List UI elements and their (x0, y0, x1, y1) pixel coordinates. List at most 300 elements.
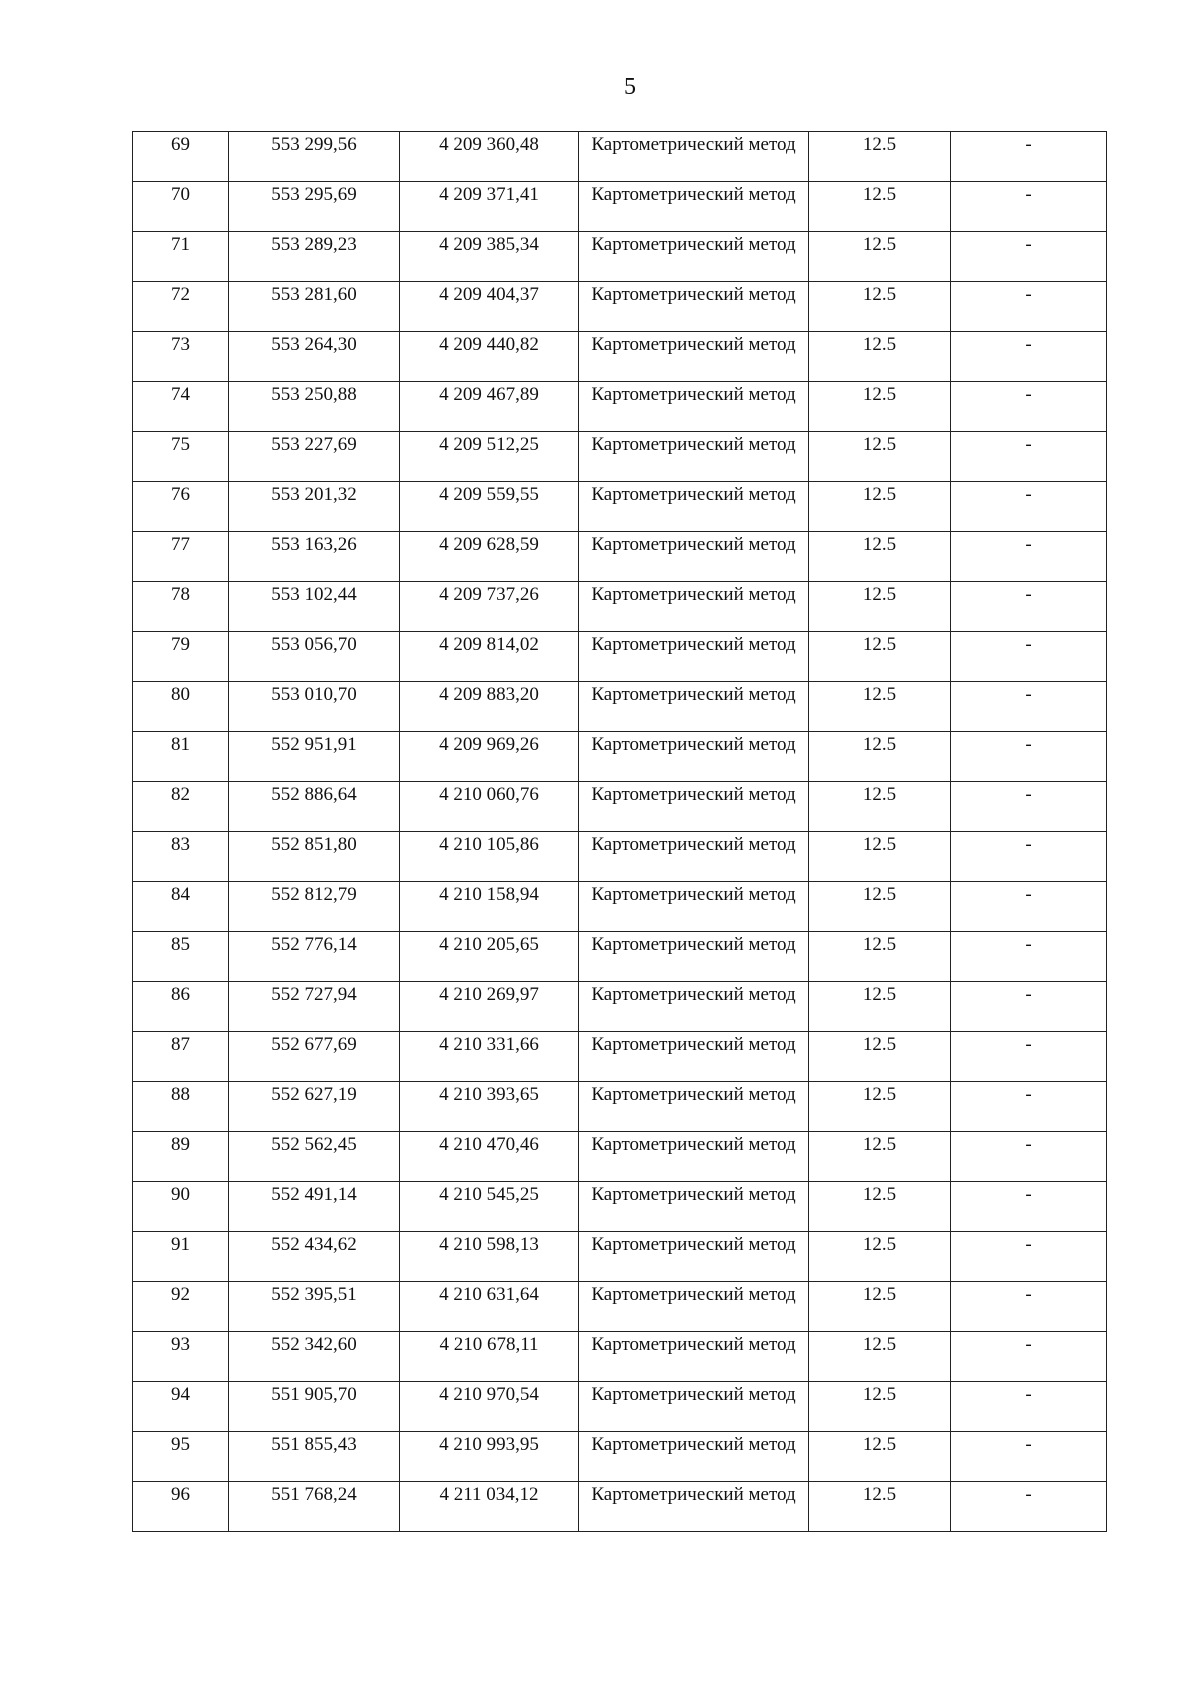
table-row (133, 432, 1107, 482)
y-coordinate-cell-text: 4 210 631,64 (439, 1284, 539, 1305)
note-cell-text: - (1025, 1434, 1032, 1455)
point-number-cell-text: 94 (171, 1384, 190, 1405)
note-cell-text: - (1025, 334, 1032, 355)
point-number-cell-text: 79 (171, 634, 190, 655)
accuracy-cell-text: 12.5 (862, 784, 897, 805)
note-cell-text: - (1025, 1284, 1032, 1305)
point-number-cell (133, 882, 229, 932)
x-coordinate-cell-text: 553 299,56 (271, 134, 357, 155)
method-cell-text: Картометрический метод (591, 534, 796, 555)
note-cell-text: - (1025, 484, 1032, 505)
y-coordinate-cell-text: 4 210 393,65 (439, 1084, 539, 1105)
y-coordinate-cell (400, 782, 579, 832)
table-row (133, 1432, 1107, 1482)
x-coordinate-cell-text: 553 163,26 (271, 534, 357, 555)
table-row (133, 682, 1107, 732)
accuracy-cell-text: 12.5 (862, 184, 897, 205)
note-cell-text: - (1025, 234, 1032, 255)
accuracy-cell (809, 1132, 951, 1182)
note-cell (951, 282, 1107, 332)
x-coordinate-cell-text: 553 264,30 (271, 334, 357, 355)
y-coordinate-cell-text: 4 209 628,59 (439, 534, 539, 555)
accuracy-cell-text: 12.5 (862, 1384, 897, 1405)
method-cell-text: Картометрический метод (591, 334, 796, 355)
method-cell-text: Картометрический метод (591, 484, 796, 505)
table-row (133, 932, 1107, 982)
point-number-cell-text: 92 (171, 1284, 190, 1305)
x-coordinate-cell-text: 551 855,43 (271, 1434, 357, 1455)
note-cell-text: - (1025, 884, 1032, 905)
table-row (133, 732, 1107, 782)
accuracy-cell-text: 12.5 (862, 1084, 897, 1105)
method-cell (579, 382, 809, 432)
note-cell (951, 932, 1107, 982)
accuracy-cell-text: 12.5 (862, 634, 897, 655)
y-coordinate-cell-text: 4 209 371,41 (439, 184, 539, 205)
x-coordinate-cell-text: 552 434,62 (271, 1234, 357, 1255)
method-cell (579, 732, 809, 782)
y-coordinate-cell (400, 632, 579, 682)
method-cell (579, 682, 809, 732)
x-coordinate-cell (229, 1482, 400, 1532)
x-coordinate-cell-text: 553 102,44 (271, 584, 357, 605)
accuracy-cell (809, 882, 951, 932)
note-cell (951, 132, 1107, 182)
note-cell-text: - (1025, 434, 1032, 455)
method-cell-text: Картометрический метод (591, 584, 796, 605)
point-number-cell (133, 182, 229, 232)
accuracy-cell (809, 1432, 951, 1482)
table-row (133, 332, 1107, 382)
table-row (133, 1282, 1107, 1332)
point-number-cell-text: 69 (171, 134, 190, 155)
point-number-cell (133, 1232, 229, 1282)
y-coordinate-cell (400, 1482, 579, 1532)
y-coordinate-cell-text: 4 210 205,65 (439, 934, 539, 955)
x-coordinate-cell-text: 553 250,88 (271, 384, 357, 405)
accuracy-cell (809, 1332, 951, 1382)
accuracy-cell-text: 12.5 (862, 1284, 897, 1305)
table-row (133, 582, 1107, 632)
accuracy-cell-text: 12.5 (862, 484, 897, 505)
table-row (133, 882, 1107, 932)
y-coordinate-cell-text: 4 210 331,66 (439, 1034, 539, 1055)
y-coordinate-cell-text: 4 210 598,13 (439, 1234, 539, 1255)
note-cell (951, 332, 1107, 382)
x-coordinate-cell (229, 682, 400, 732)
method-cell-text: Картометрический метод (591, 134, 796, 155)
note-cell-text: - (1025, 784, 1032, 805)
table-row (133, 1232, 1107, 1282)
x-coordinate-cell (229, 1382, 400, 1432)
accuracy-cell-text: 12.5 (862, 584, 897, 605)
note-cell (951, 232, 1107, 282)
y-coordinate-cell (400, 282, 579, 332)
point-number-cell-text: 70 (171, 184, 190, 205)
accuracy-cell (809, 182, 951, 232)
point-number-cell (133, 682, 229, 732)
x-coordinate-cell (229, 1132, 400, 1182)
y-coordinate-cell-text: 4 211 034,12 (439, 1484, 539, 1505)
table-row (133, 132, 1107, 182)
accuracy-cell-text: 12.5 (862, 934, 897, 955)
note-cell-text: - (1025, 934, 1032, 955)
note-cell-text: - (1025, 1234, 1032, 1255)
x-coordinate-cell (229, 132, 400, 182)
y-coordinate-cell-text: 4 209 512,25 (439, 434, 539, 455)
point-number-cell (133, 232, 229, 282)
method-cell (579, 1182, 809, 1232)
accuracy-cell-text: 12.5 (862, 1034, 897, 1055)
table-row (133, 282, 1107, 332)
y-coordinate-cell-text: 4 209 404,37 (439, 284, 539, 305)
note-cell (951, 1132, 1107, 1182)
accuracy-cell-text: 12.5 (862, 1134, 897, 1155)
accuracy-cell-text: 12.5 (862, 434, 897, 455)
method-cell (579, 932, 809, 982)
table-row (133, 182, 1107, 232)
point-number-cell-text: 81 (171, 734, 190, 755)
y-coordinate-cell (400, 582, 579, 632)
note-cell (951, 1332, 1107, 1382)
y-coordinate-cell (400, 682, 579, 732)
method-cell (579, 632, 809, 682)
x-coordinate-cell-text: 552 951,91 (271, 734, 357, 755)
point-number-cell-text: 80 (171, 684, 190, 705)
point-number-cell-text: 84 (171, 884, 190, 905)
y-coordinate-cell (400, 1082, 579, 1132)
point-number-cell (133, 1482, 229, 1532)
point-number-cell-text: 96 (171, 1484, 190, 1505)
accuracy-cell-text: 12.5 (862, 1484, 897, 1505)
accuracy-cell (809, 1082, 951, 1132)
x-coordinate-cell (229, 182, 400, 232)
y-coordinate-cell (400, 482, 579, 532)
point-number-cell-text: 86 (171, 984, 190, 1005)
note-cell-text: - (1025, 134, 1032, 155)
note-cell (951, 432, 1107, 482)
table-row (133, 1382, 1107, 1432)
note-cell-text: - (1025, 1384, 1032, 1405)
x-coordinate-cell (229, 1282, 400, 1332)
x-coordinate-cell (229, 232, 400, 282)
accuracy-cell-text: 12.5 (862, 334, 897, 355)
accuracy-cell-text: 12.5 (862, 284, 897, 305)
accuracy-cell-text: 12.5 (862, 134, 897, 155)
point-number-cell (133, 482, 229, 532)
x-coordinate-cell (229, 482, 400, 532)
accuracy-cell-text: 12.5 (862, 534, 897, 555)
y-coordinate-cell-text: 4 209 737,26 (439, 584, 539, 605)
point-number-cell (133, 282, 229, 332)
method-cell (579, 1132, 809, 1182)
note-cell (951, 1032, 1107, 1082)
method-cell (579, 332, 809, 382)
x-coordinate-cell-text: 553 227,69 (271, 434, 357, 455)
point-number-cell (133, 632, 229, 682)
point-number-cell (133, 1282, 229, 1332)
method-cell-text: Картометрический метод (591, 834, 796, 855)
table-row (133, 832, 1107, 882)
point-number-cell-text: 91 (171, 1234, 190, 1255)
note-cell-text: - (1025, 384, 1032, 405)
note-cell (951, 1232, 1107, 1282)
x-coordinate-cell (229, 632, 400, 682)
point-number-cell-text: 73 (171, 334, 190, 355)
method-cell-text: Картометрический метод (591, 1434, 796, 1455)
method-cell-text: Картометрический метод (591, 1284, 796, 1305)
accuracy-cell (809, 1482, 951, 1532)
point-number-cell-text: 78 (171, 584, 190, 605)
point-number-cell (133, 132, 229, 182)
method-cell (579, 882, 809, 932)
note-cell-text: - (1025, 534, 1032, 555)
note-cell (951, 582, 1107, 632)
accuracy-cell (809, 282, 951, 332)
method-cell (579, 1232, 809, 1282)
accuracy-cell-text: 12.5 (862, 1234, 897, 1255)
note-cell-text: - (1025, 1034, 1032, 1055)
y-coordinate-cell (400, 982, 579, 1032)
y-coordinate-cell (400, 332, 579, 382)
accuracy-cell (809, 232, 951, 282)
y-coordinate-cell (400, 732, 579, 782)
y-coordinate-cell (400, 382, 579, 432)
accuracy-cell (809, 782, 951, 832)
point-number-cell (133, 732, 229, 782)
y-coordinate-cell (400, 232, 579, 282)
x-coordinate-cell (229, 1432, 400, 1482)
method-cell (579, 782, 809, 832)
point-number-cell-text: 83 (171, 834, 190, 855)
note-cell (951, 632, 1107, 682)
point-number-cell-text: 76 (171, 484, 190, 505)
y-coordinate-cell-text: 4 210 993,95 (439, 1434, 539, 1455)
y-coordinate-cell (400, 132, 579, 182)
accuracy-cell (809, 1182, 951, 1232)
note-cell (951, 482, 1107, 532)
table-row (133, 632, 1107, 682)
x-coordinate-cell (229, 882, 400, 932)
note-cell (951, 732, 1107, 782)
accuracy-cell (809, 832, 951, 882)
method-cell (579, 532, 809, 582)
accuracy-cell-text: 12.5 (862, 384, 897, 405)
point-number-cell-text: 87 (171, 1034, 190, 1055)
accuracy-cell-text: 12.5 (862, 234, 897, 255)
note-cell (951, 882, 1107, 932)
y-coordinate-cell (400, 1332, 579, 1382)
y-coordinate-cell-text: 4 209 467,89 (439, 384, 539, 405)
method-cell (579, 182, 809, 232)
note-cell-text: - (1025, 734, 1032, 755)
method-cell (579, 982, 809, 1032)
note-cell (951, 382, 1107, 432)
accuracy-cell-text: 12.5 (862, 684, 897, 705)
x-coordinate-cell-text: 553 295,69 (271, 184, 357, 205)
table-row (133, 1132, 1107, 1182)
point-number-cell (133, 1432, 229, 1482)
x-coordinate-cell-text: 552 562,45 (271, 1134, 357, 1155)
accuracy-cell-text: 12.5 (862, 884, 897, 905)
point-number-cell (133, 582, 229, 632)
y-coordinate-cell-text: 4 210 545,25 (439, 1184, 539, 1205)
page-number: 5 (624, 74, 636, 100)
method-cell (579, 432, 809, 482)
accuracy-cell (809, 982, 951, 1032)
method-cell (579, 1482, 809, 1532)
note-cell-text: - (1025, 584, 1032, 605)
accuracy-cell (809, 1232, 951, 1282)
point-number-cell-text: 89 (171, 1134, 190, 1155)
method-cell-text: Картометрический метод (591, 234, 796, 255)
x-coordinate-cell (229, 982, 400, 1032)
table-row (133, 382, 1107, 432)
note-cell-text: - (1025, 834, 1032, 855)
point-number-cell-text: 82 (171, 784, 190, 805)
y-coordinate-cell (400, 432, 579, 482)
method-cell-text: Картометрический метод (591, 734, 796, 755)
point-number-cell (133, 1182, 229, 1232)
point-number-cell (133, 932, 229, 982)
point-number-cell (133, 1082, 229, 1132)
method-cell (579, 1382, 809, 1432)
x-coordinate-cell-text: 552 395,51 (271, 1284, 357, 1305)
y-coordinate-cell (400, 182, 579, 232)
note-cell (951, 982, 1107, 1032)
x-coordinate-cell (229, 332, 400, 382)
method-cell-text: Картометрический метод (591, 384, 796, 405)
x-coordinate-cell-text: 552 342,60 (271, 1334, 357, 1355)
note-cell (951, 1382, 1107, 1432)
coordinates-table-body (133, 132, 1107, 1532)
y-coordinate-cell-text: 4 209 814,02 (439, 634, 539, 655)
table-row (133, 1482, 1107, 1532)
point-number-cell-text: 75 (171, 434, 190, 455)
note-cell-text: - (1025, 1334, 1032, 1355)
x-coordinate-cell-text: 552 886,64 (271, 784, 357, 805)
method-cell (579, 1432, 809, 1482)
method-cell-text: Картометрический метод (591, 984, 796, 1005)
point-number-cell (133, 382, 229, 432)
x-coordinate-cell-text: 552 677,69 (271, 1034, 357, 1055)
y-coordinate-cell (400, 1132, 579, 1182)
note-cell-text: - (1025, 684, 1032, 705)
y-coordinate-cell (400, 1232, 579, 1282)
accuracy-cell-text: 12.5 (862, 1184, 897, 1205)
method-cell-text: Картометрический метод (591, 1484, 796, 1505)
table-row (133, 982, 1107, 1032)
accuracy-cell (809, 1382, 951, 1432)
y-coordinate-cell (400, 832, 579, 882)
table-row (133, 482, 1107, 532)
y-coordinate-cell-text: 4 210 105,86 (439, 834, 539, 855)
table-row (133, 1082, 1107, 1132)
y-coordinate-cell (400, 1032, 579, 1082)
x-coordinate-cell (229, 782, 400, 832)
table-row (133, 1032, 1107, 1082)
y-coordinate-cell (400, 1382, 579, 1432)
method-cell (579, 282, 809, 332)
y-coordinate-cell (400, 932, 579, 982)
x-coordinate-cell-text: 552 727,94 (271, 984, 357, 1005)
y-coordinate-cell (400, 1432, 579, 1482)
note-cell-text: - (1025, 1184, 1032, 1205)
method-cell (579, 1032, 809, 1082)
method-cell (579, 1332, 809, 1382)
point-number-cell (133, 332, 229, 382)
accuracy-cell (809, 332, 951, 382)
x-coordinate-cell (229, 1182, 400, 1232)
point-number-cell-text: 93 (171, 1334, 190, 1355)
x-coordinate-cell (229, 932, 400, 982)
note-cell (951, 182, 1107, 232)
method-cell-text: Картометрический метод (591, 1334, 796, 1355)
x-coordinate-cell (229, 532, 400, 582)
y-coordinate-cell-text: 4 210 470,46 (439, 1134, 539, 1155)
note-cell-text: - (1025, 284, 1032, 305)
x-coordinate-cell (229, 832, 400, 882)
x-coordinate-cell-text: 552 851,80 (271, 834, 357, 855)
x-coordinate-cell-text: 553 010,70 (271, 684, 357, 705)
accuracy-cell-text: 12.5 (862, 834, 897, 855)
table-row (133, 1332, 1107, 1382)
point-number-cell (133, 532, 229, 582)
table-row (133, 1182, 1107, 1232)
x-coordinate-cell (229, 582, 400, 632)
table-row (133, 532, 1107, 582)
x-coordinate-cell (229, 382, 400, 432)
y-coordinate-cell (400, 532, 579, 582)
y-coordinate-cell-text: 4 210 970,54 (439, 1384, 539, 1405)
method-cell (579, 1082, 809, 1132)
x-coordinate-cell (229, 432, 400, 482)
note-cell (951, 1282, 1107, 1332)
y-coordinate-cell-text: 4 209 883,20 (439, 684, 539, 705)
method-cell-text: Картометрический метод (591, 1134, 796, 1155)
x-coordinate-cell (229, 1082, 400, 1132)
accuracy-cell (809, 432, 951, 482)
point-number-cell (133, 982, 229, 1032)
note-cell-text: - (1025, 1134, 1032, 1155)
method-cell-text: Картометрический метод (591, 1034, 796, 1055)
note-cell-text: - (1025, 984, 1032, 1005)
x-coordinate-cell (229, 1032, 400, 1082)
point-number-cell-text: 85 (171, 934, 190, 955)
x-coordinate-cell (229, 1232, 400, 1282)
y-coordinate-cell-text: 4 210 158,94 (439, 884, 539, 905)
note-cell-text: - (1025, 1484, 1032, 1505)
method-cell-text: Картометрический метод (591, 434, 796, 455)
accuracy-cell (809, 582, 951, 632)
point-number-cell (133, 432, 229, 482)
accuracy-cell (809, 1282, 951, 1332)
accuracy-cell (809, 532, 951, 582)
x-coordinate-cell-text: 552 627,19 (271, 1084, 357, 1105)
point-number-cell (133, 1332, 229, 1382)
point-number-cell-text: 90 (171, 1184, 190, 1205)
point-number-cell-text: 88 (171, 1084, 190, 1105)
method-cell (579, 232, 809, 282)
note-cell (951, 1182, 1107, 1232)
accuracy-cell (809, 632, 951, 682)
x-coordinate-cell-text: 553 281,60 (271, 284, 357, 305)
x-coordinate-cell-text: 553 201,32 (271, 484, 357, 505)
accuracy-cell (809, 682, 951, 732)
accuracy-cell-text: 12.5 (862, 1434, 897, 1455)
y-coordinate-cell-text: 4 209 385,34 (439, 234, 539, 255)
accuracy-cell-text: 12.5 (862, 984, 897, 1005)
